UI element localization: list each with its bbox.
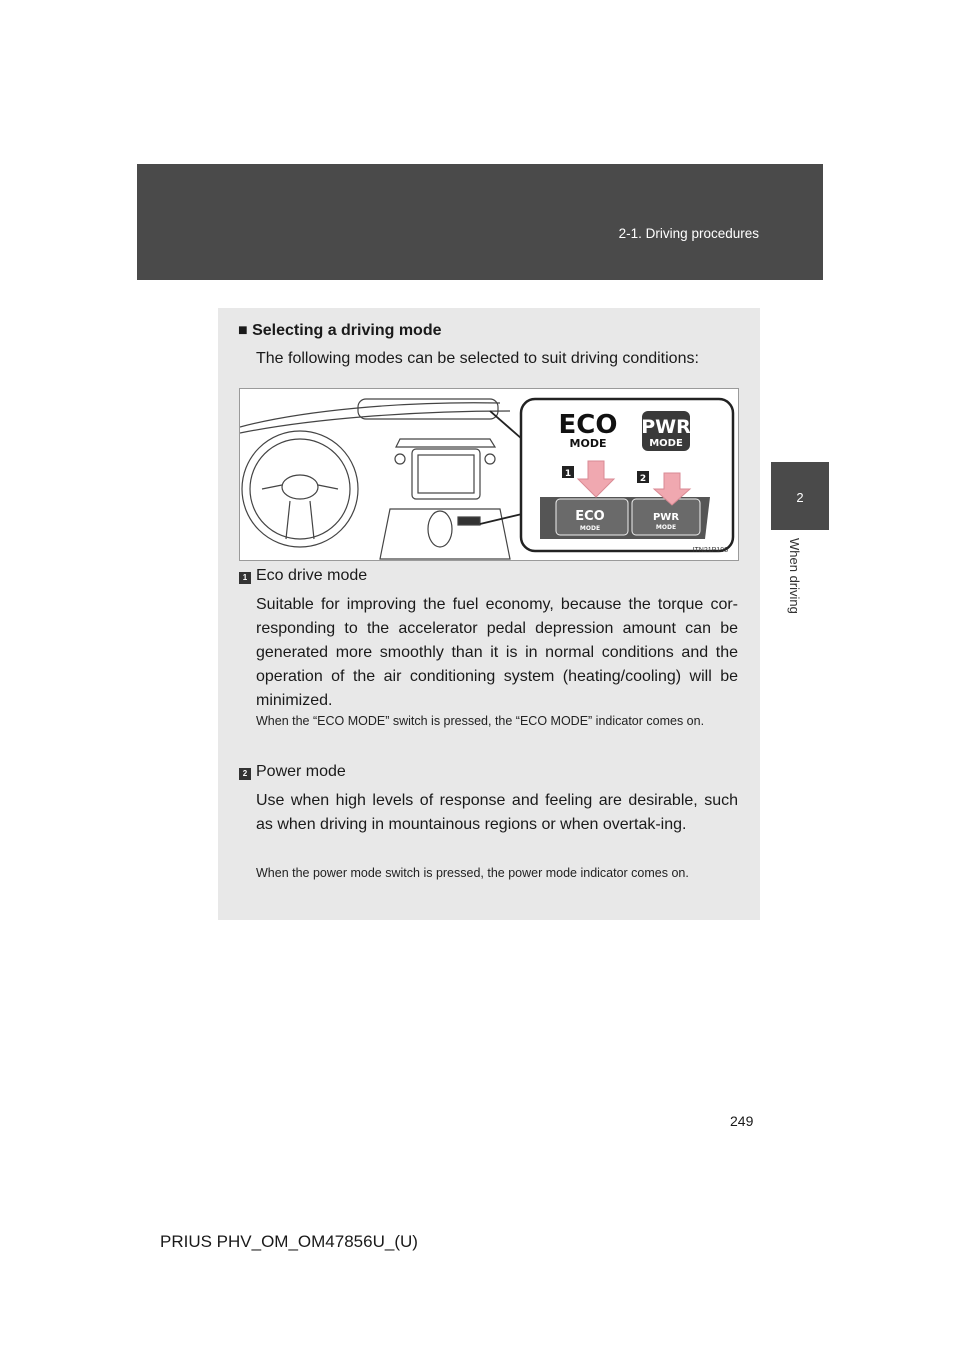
eco-mode-label-top: MODE <box>569 437 607 450</box>
pwr-label-top: PWR <box>641 416 691 438</box>
callout-number-2: 2 <box>639 474 647 484</box>
item-marker-1: 1 <box>239 572 251 584</box>
pwr-mode-label-switch: MODE <box>655 524 677 531</box>
eco-label-top: ECO <box>558 410 618 440</box>
item-title-eco: Eco drive mode <box>256 567 368 584</box>
chapter-number: 2 <box>796 490 804 505</box>
item-marker-2: 2 <box>239 768 251 780</box>
eco-label-switch: ECO <box>575 509 605 524</box>
eco-mode-label-switch: MODE <box>579 525 601 532</box>
section-title: 2-1. Driving procedures <box>618 226 759 241</box>
header-band <box>137 164 823 280</box>
steering-wheel <box>242 431 358 547</box>
content-box <box>218 308 760 920</box>
intro-text: The following modes can be selected to suit driving conditions: <box>256 350 699 367</box>
dashboard-illustration <box>239 388 739 561</box>
item-body-power: Use when high levels of response and feeling are desirable, such as when driving in mountainous regions or when overtak-ing. <box>256 792 738 833</box>
dash-upper-line <box>240 403 500 427</box>
pwr-mode-label-top: MODE <box>649 438 683 449</box>
callout-line-top <box>490 411 522 439</box>
callout-number-1: 1 <box>564 469 572 479</box>
item-body-eco: Suitable for improving the fuel economy, because the torque cor-responding to the accelerator pedal depression amount can be generated more smoothly than it is in normal conditions and the operation of the air conditioning system (heating/cooling) will be minimized. <box>256 596 738 709</box>
pwr-label-switch: PWR <box>652 512 680 523</box>
section-heading: ■ Selecting a driving mode <box>238 322 442 339</box>
dashboard-drawing <box>240 389 739 561</box>
item-title-power: Power mode <box>256 763 346 780</box>
item-note-power: When the power mode switch is pressed, the power mode indicator comes on. <box>256 866 689 880</box>
chapter-tab <box>771 462 829 530</box>
chapter-label: When driving <box>787 538 802 614</box>
document-code: PRIUS PHV_OM_OM47856U_(U) <box>160 1232 418 1251</box>
shift-lever <box>428 511 452 547</box>
page-number: 249 <box>730 1113 754 1129</box>
steering-hub <box>282 475 318 499</box>
item-note-eco: When the “ECO MODE” switch is pressed, the “ECO MODE” indicator comes on. <box>256 714 705 728</box>
figure-code: ITN21P198 <box>692 547 728 554</box>
center-display <box>412 449 480 499</box>
